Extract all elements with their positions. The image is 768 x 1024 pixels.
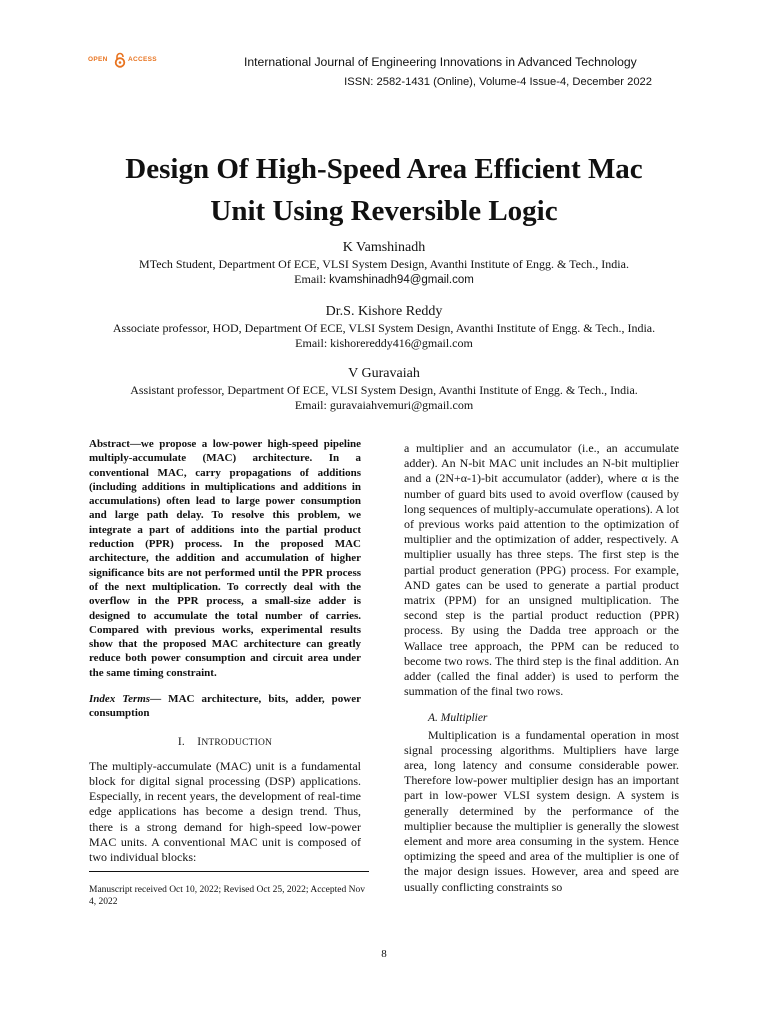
section-title-initial: I xyxy=(197,735,202,748)
author-name: Dr.S. Kishore Reddy xyxy=(325,304,443,319)
paper-title xyxy=(60,148,708,232)
author-email[interactable]: kvamshinadh94@gmail.com xyxy=(329,274,474,286)
author-email[interactable]: kishorereddy416@gmail.com xyxy=(330,336,473,350)
journal-name: International Journal of Engineering Innovations in Advanced Technology xyxy=(244,55,637,69)
intro-paragraph: The multiply-accumulate (MAC) unit is a fundamental block for digital signal processing (DSP) applications. Especially, in recent years, the development of real-time edge applications has become a design trend. Thus, there is a strong demand for high-speed low-power MAC units. A conventional MAC unit is composed of two individual blocks: xyxy=(89,758,361,865)
footnote-divider xyxy=(89,871,369,872)
author-name: V Guravaiah xyxy=(348,366,420,381)
author-affiliation: Assistant professor, Department Of ECE, VLSI System Design, Avanthi Institute of Engg. & Tech., India. xyxy=(130,383,638,397)
author-block-1 xyxy=(60,238,708,288)
logo-text-access: ACCESS xyxy=(128,56,157,63)
email-label: Email: xyxy=(295,336,331,350)
body-paragraph-2: Multiplication is a fundamental operation in most signal processing algorithms. Multipliers have large area, long latency and consume considerable power. Therefore low-power multiplier design has an important part in low-power VLSI system design. A system is generally determined by the performance of the multiplier because the multiplier is generally the slowest element and more area consuming in the system. Hence optimizing the speed and area of the multiplier is one of the major design issues. However, area and speed are usually conflicting constraints so xyxy=(404,727,679,894)
author-email[interactable]: guravaiahvemuri@gmail.com xyxy=(329,398,474,412)
title-line-1: Design Of High-Speed Area Efficient Mac xyxy=(125,153,643,185)
footnote-manuscript-dates: Manuscript received Oct 10, 2022; Revised Oct 25, 2022; Accepted Nov 4, 2022 xyxy=(89,885,365,907)
author-email-line xyxy=(60,272,708,288)
author-email-line xyxy=(60,398,708,413)
author-email-line xyxy=(60,336,708,351)
author-affiliation: Associate professor, HOD, Department Of ECE, VLSI System Design, Avanthi Institute of Engg. & Tech., India. xyxy=(112,321,656,335)
author-block-3 xyxy=(60,364,708,413)
email-label: Email: xyxy=(294,398,330,412)
section-heading-introduction xyxy=(89,735,361,751)
author-affiliation: MTech Student, Department Of ECE, VLSI System Design, Avanthi Institute of Engg. & Tech., India. xyxy=(139,257,629,271)
open-lock-icon xyxy=(114,52,126,68)
right-column xyxy=(404,441,679,895)
title-line-2: Unit Using Reversible Logic xyxy=(210,195,558,227)
subsection-heading-multiplier: A. Multiplier xyxy=(428,712,488,725)
journal-issn: ISSN: 2582-1431 (Online), Volume-4 Issue-4, December 2022 xyxy=(344,76,652,88)
abstract: Abstract—we propose a low-power high-speed pipeline multiply-accumulate (MAC) architecture. In a conventional MAC, carry propagations of additions (including additions in multiplications and additions in accumulations) often lead to large power consumption and large path delay. To resolve this problem, we integrate a part of additions into the partial product reduction (PPR) process. In the proposed MAC architecture, the addition and accumulation of higher significance bits are not performed until the PPR process of the next multiplication. To correctly deal with the overflow in the PPR process, a small-size adder is designed to accumulate the total number of carries. Compared with previous works, experimental results show that the proposed MAC architecture can greatly reduce both power consumption and circuit area under the same timing constraint. xyxy=(89,438,361,679)
body-paragraph-1: a multiplier and an accumulator (i.e., an accumulate adder). An N-bit MAC unit includes an N-bit multiplier and a (2N+α-1)-bit accumulator (adder), where α is the number of guard bits used to avoid overflow (caused by long sequences of multiply-accumulate operations). A lot of previous works paid attention to the optimization of multiplier and the optimization of adder, respectively. A multiplier usually has three steps. The first step is the partial product generation (PPG) process. For example, AND gates can be used to generate a partial product matrix (PPM) for an unsigned multiplication. The second step is the partial product reduction (PPR) process. By using the Dadda tree approach or the Wallace tree approach, the PPM can be reduced to become two rows. The third step is the final addition. An adder (called the final adder) is used to perform the summation of the final two rows. xyxy=(404,441,679,699)
section-title-rest: NTRODUCTION xyxy=(201,737,273,748)
index-terms-text: — MAC architecture, bits, adder, power consumption xyxy=(89,693,362,720)
index-terms xyxy=(89,692,361,721)
index-terms-label: Index Terms xyxy=(89,693,151,706)
author-name: K Vamshinadh xyxy=(342,240,426,255)
section-number: I. xyxy=(177,735,185,748)
page-number: 8 xyxy=(381,948,387,960)
open-access-logo xyxy=(88,50,168,74)
email-label: Email: xyxy=(294,272,330,286)
author-block-2 xyxy=(60,302,708,351)
logo-text-open: OPEN xyxy=(88,56,108,63)
left-column xyxy=(89,437,361,865)
